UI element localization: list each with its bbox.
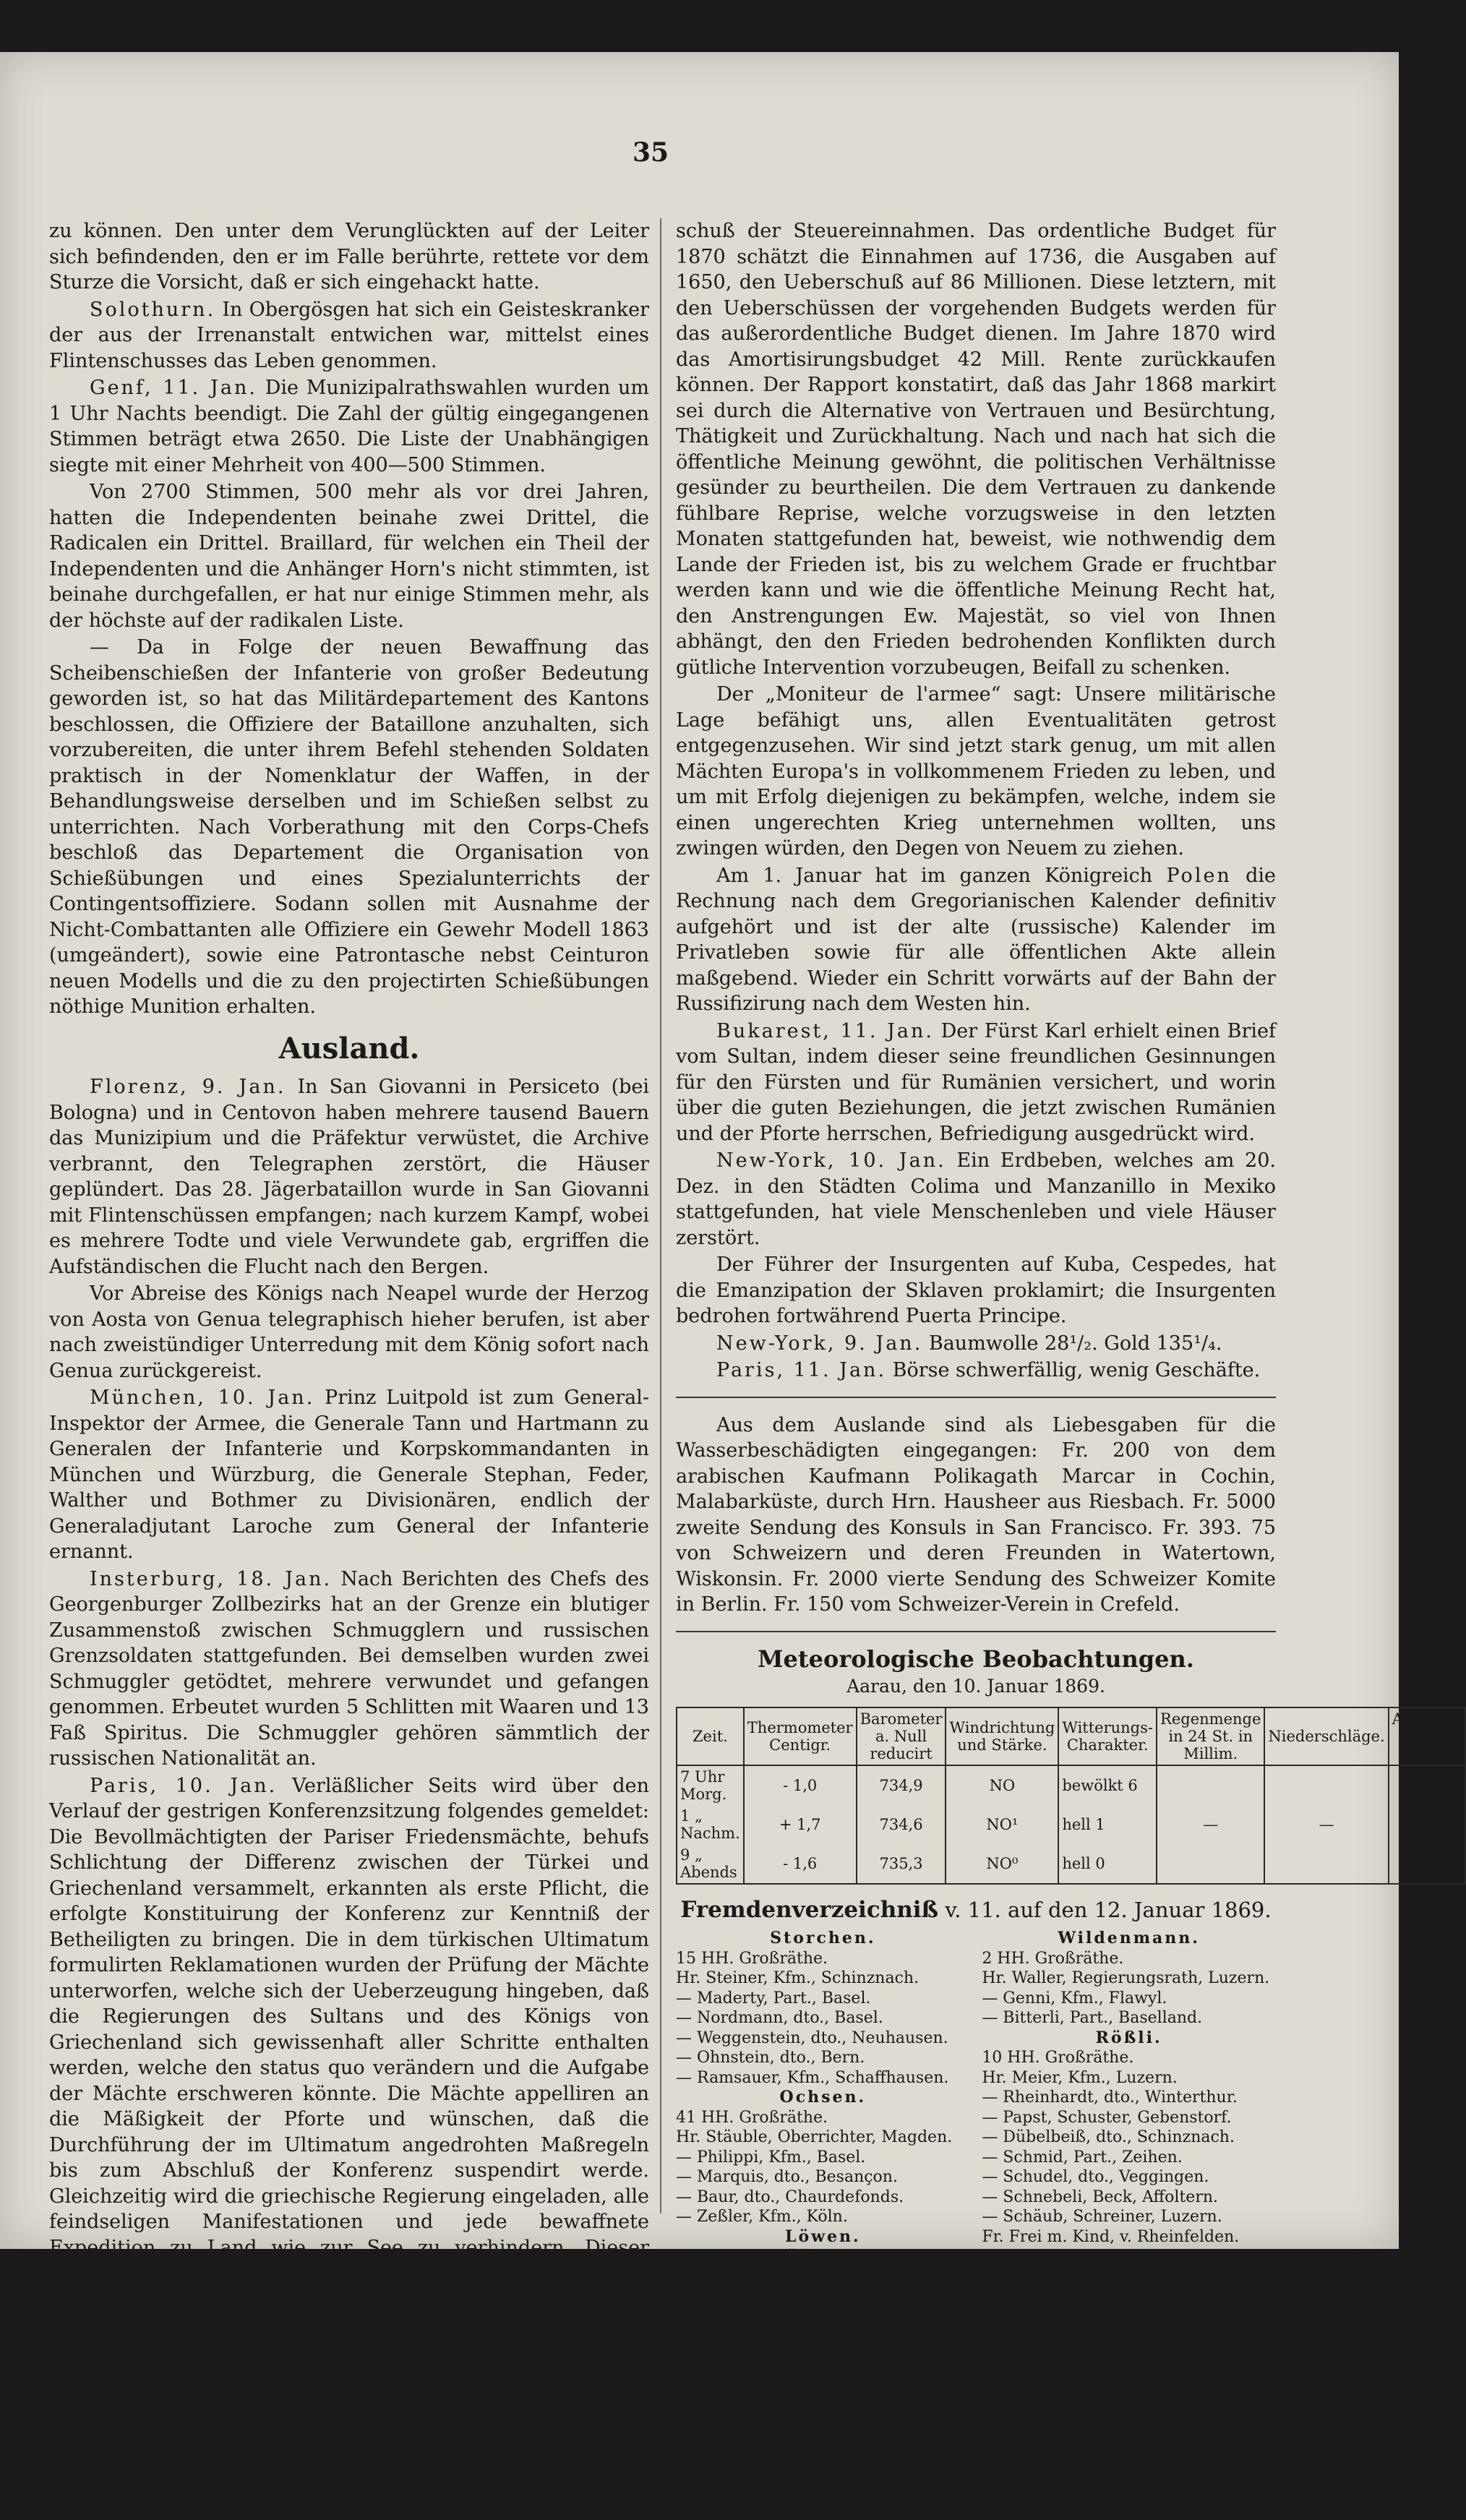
guest-entry: — Nordmann, dto., Basel. bbox=[676, 2009, 883, 2027]
table-cell: 734,9 bbox=[857, 1765, 946, 1805]
article-solothurn bbox=[49, 297, 649, 374]
fremden-title-rest: v. 11. auf den 12. Januar 1869. bbox=[938, 1897, 1272, 1922]
fremden-title-bold: Fremdenverzeichniß bbox=[680, 1896, 939, 1923]
article-text: Vor Abreise des Königs nach Neapel wurde der Herzog von Aosta von Genua telegraphisch hieher berufen, ist aber nach zweistündiger Unterredung mit dem König sofort nach Genua zurückgereist. bbox=[49, 1282, 649, 1382]
table-cell: 734,6 bbox=[857, 1805, 946, 1844]
meteo-subtitle: Aarau, den 10. Januar 1869. bbox=[846, 1676, 1105, 1697]
article-text: schuß der Steuereinnahmen. Das ordentliche Budget für 1870 schätzt die Einnahmen auf 1736, die Ausgaben auf 1650, den Ueberschuß auf 86 Millionen. Diese letztern, mit den Ueberschüssen der vorgehenden Budgets werden für das außerordentliche Budget dienen. Im Jahre 1870 wird das Amortisirungsbudget 42 Mill. Rente zurückkaufen können. Der Rapport konstatirt, daß das Jahr 1868 markirt sei durch die Alternative von Vertrauen und Besürchtung, Thätigkeit und Zurückhaltung. Nach und nach hat sich die öffentliche Meinung gewöhnt, die politischen Verhältnisse gesünder zu beurtheilen. Die dem Vertrauen zu dankende fühlbare Reprise, welche vorzugsweise in den letzten Monaten stattgefunden hat, beweist, wie nothwendig dem Lande der Frieden ist, bis zu welchem Grade er fruchtbar werden kann und wie die öffentliche Meinung Recht hat, den Anstrengungen Ew. Majestät, so viel von Ihnen abhängt, den den Frieden bedrohenden Konflikten durch gütliche Intervention vorzubeugen, Beifall zu schenken. bbox=[676, 220, 1276, 679]
article-text: In San Giovanni in Persiceto (bei Bologna) und in Centovon haben mehrere tausend Bauern das Munizipium und die Präfektur verwüstet, die Archive verbrannt, den Telegraphen zerstört, die Häuser geplündert. Das 28. Jägerbataillon wurde in San Giovanni mit Flintenschüssen empfangen; nach kurzem Kampf, wobei es mehrere Todte und viele Verwundete gab, ergriffen die Aufständischen die Flucht nach den Bergen. bbox=[49, 1076, 650, 1278]
table-row bbox=[677, 1805, 1465, 1844]
guest-entry: 15 HH. Großräthe. bbox=[676, 2407, 828, 2425]
table-cell: - 1,0 bbox=[744, 1765, 857, 1805]
guest-entry: 15 HH. Großräthe. bbox=[676, 1949, 828, 1968]
table-cell: — bbox=[1264, 1805, 1388, 1844]
column-divider bbox=[660, 218, 661, 2213]
guest-entry: Hr. Maurer, Part., Luzern. bbox=[676, 2267, 886, 2286]
guest-entry: — Rheinhardt, dto., Winterthur. bbox=[982, 2088, 1238, 2107]
table-cell: 12,3 bbox=[1389, 1765, 1465, 1805]
hotel-name: Löwen. bbox=[784, 2227, 861, 2246]
header-cell: Windrichtung und Stärke. bbox=[946, 1707, 1058, 1765]
dateline: Florenz, 9. Jan. bbox=[90, 1076, 286, 1098]
guest-entry: — Baumann, Part., Muhen. bbox=[982, 2407, 1200, 2425]
guest-entry: — Papst, Schuster, Gebenstorf. bbox=[982, 2108, 1232, 2127]
dateline: Bukarest, 11. Jan. bbox=[716, 1019, 934, 1042]
table-cell bbox=[1264, 1765, 1388, 1805]
dateline: Solothurn. bbox=[90, 298, 216, 321]
article-text: Nach Berichten des Chefs des Georgenburger Zollbezirks hat an der Grenze ein blutiger Zusammenstoß zwischen Schmugglern und russischen Grenzsoldaten stattgefunden. Bei demselben wurden zwei Schmuggler getödtet, mehrere verwundet und gefangen genommen. Erbeutet wurden 5 Schlitten mit Waaren und 13 Faß Spiritus. Die Schmuggler gehören sämmtlich der russischen Nationalität an. bbox=[49, 1567, 649, 1770]
table-cell: NO⁰ bbox=[946, 1844, 1058, 1884]
table-cell: — bbox=[1157, 1805, 1264, 1844]
header-cell: Niederschläge. bbox=[1264, 1707, 1388, 1765]
dateline: Insterburg, 18. Jan. bbox=[90, 1567, 333, 1590]
table-cell: 1 „ Nachm. bbox=[677, 1805, 744, 1844]
guest-entry: Fr. Frei m. Kind, v. Rheinfelden. bbox=[982, 2227, 1240, 2246]
article-text: Aus dem Auslande sind als Liebesgaben für die Wasserbeschädigten eingegangen: Fr. 200 von dem arabischen Kaufmann Polikagath Marcar in Cochin, Malabarküste, durch Hrn. Hausheer aus Riesbach. Fr. 5000 zweite Sendung des Konsuls in San Francisco. Fr. 393. 75 von Schweizern und deren Freunden in Watertown, Wiskonsin. Fr. 2000 vierte Sendung des Schweizer Komite in Berlin. Fr. 150 vom Schweizer-Verein in Crefeld. bbox=[676, 1413, 1276, 1616]
guest-entry: Hr. Stäuble, Oberrichter, Magden. bbox=[676, 2128, 953, 2146]
guest-entry: — Ehrensperger, v. Oberwinterthur. bbox=[982, 2307, 1271, 2326]
table-cell: 12,3 bbox=[1389, 1844, 1465, 1884]
guest-entry: — Hertz 3, Kfm., Crefeld. bbox=[676, 2367, 881, 2385]
header-cell: Regenmenge in 24 St. in Millim. bbox=[1157, 1707, 1264, 1765]
guest-entry: — Eggimann, Part., Gondiswyl. bbox=[982, 2367, 1233, 2385]
article-text: die Rechnung nach dem Gregorianischen Kalender definitiv aufgehört und ist der alte (russische) Kalender im Privatleben sowie für alle öffentlichen Akte allein maßgebend. Wieder ein Schritt vorwärts auf der Bahn der Russifizirung nach dem Westen hin. bbox=[676, 864, 1277, 1015]
article-bukarest bbox=[676, 1019, 1276, 1147]
article-text: Prinz Luitpold ist zum General-Inspektor der Armee, die Generale Tann und Hartmann zu Generalen der Infanterie und Korpskommandanten in München und Würzburg, die Generale Stephan, Feder, Walther und Bothmer zu Divisionären, endlich der Generaladjutant Laroche zum General der Infanterie ernannt. bbox=[49, 1387, 649, 1563]
guest-entry: — Martine, Part., Emmingen. bbox=[982, 2347, 1219, 2365]
hotel-name: Ochsen. bbox=[779, 2088, 867, 2107]
table-cell: NO¹ bbox=[946, 1805, 1058, 1844]
dateline: Paris, 10. Jan. bbox=[90, 1774, 278, 1797]
article-polen bbox=[676, 863, 1276, 1017]
meteo-header-row bbox=[677, 1707, 1465, 1765]
newspaper-page bbox=[0, 52, 1462, 2517]
guest-entry: — Genni, Kfm., Flawyl. bbox=[982, 1989, 1167, 2007]
guest-entry: 10 HH. Großräthe. bbox=[982, 2049, 1134, 2067]
fremden-title bbox=[676, 1898, 1276, 1924]
guest-entry: — Dübelbeiß, dto., Schinznach. bbox=[982, 2128, 1235, 2146]
article-text: — Da in Folge der neuen Bewaffnung das Scheibenschießen der Infanterie von großer Bedeutung geworden ist, so hat das Militärdepartement des Kantons beschlossen, die Offiziere der Bataillone anzuhalten, sich vorzubereiten, die unter ihrem Befehl stehenden Soldaten praktisch in der Nomenklatur der Waffen, in der Behandlungsweise derselben und im Schießen selbst zu unterrichten. Nach Vorberathung mit den Corps-Chefs beschloß das Departement die Organisation von Schießübungen und eines Spezialunterrichts der Contingentsoffiziere. Sodann sollen mit Ausnahme der Nicht-Combattanten alle Offiziere ein Gewehr Modell 1863 (umgeändert), sowie eine Patrontasche nebst Ceinturon neuen Modells und die zu den projectirten Schießübungen nöthige Munition erhalten. bbox=[49, 636, 649, 1018]
table-cell: + 1,7 bbox=[744, 1805, 857, 1844]
guest-entry: — Schmid, Part., Zeihen. bbox=[982, 2148, 1183, 2167]
section-rule bbox=[676, 1397, 1276, 1398]
guest-entry: — Huber, Tischler, München bbox=[982, 2327, 1212, 2345]
article-new-york-9 bbox=[676, 1331, 1276, 1357]
guest-entry: — Ohnstein, dto., Bern. bbox=[676, 2049, 865, 2067]
header-cell: Witterungs-Charakter. bbox=[1058, 1707, 1157, 1765]
table-cell: hell 1 bbox=[1058, 1805, 1157, 1844]
header-cell: Aarstand in Fußen. bbox=[1389, 1707, 1465, 1765]
article-insterburg bbox=[49, 1567, 649, 1772]
dateline: New-York, 10. Jan. bbox=[716, 1149, 946, 1172]
article-text: In Obergösgen hat sich ein Geisteskranker der aus der Irrenanstalt entwichen war, mittelst eines Flintenschusses das Leben genommen. bbox=[49, 298, 649, 372]
article-text: zu können. Den unter dem Verunglückten auf der Leiter sich befindenden, den er im Falle berührte, rettete vor dem Sturze die Vorsicht, daß er sich eingehackt hatte. bbox=[49, 220, 649, 293]
guest-entry: — Weggenstein, dto., Neuhausen. bbox=[676, 2028, 948, 2047]
guest-entry: — Blaser, dto., Bern. bbox=[982, 2386, 1148, 2405]
section-rule bbox=[676, 1631, 1276, 1632]
table-cell bbox=[1157, 1844, 1264, 1884]
guest-entry: Hr. Steiner, Kfm., Schinznach. bbox=[676, 1969, 920, 1987]
dateline: München, 10. Jan. bbox=[90, 1387, 315, 1409]
article-text: Der „Moniteur de l'armee“ sagt: Unsere militärische Lage befähigt uns, allen Eventualitäten getrost entgegenzusehen. Wir sind jetzt stark genug, um mit allen Mächten Europa's in vollkommenem Frieden zu leben, und um mit Erfolg diejenigen zu bekämpfen, welche, indem sie einen ungerechten Krieg unternehmen wollten, uns zwingen würden, den Degen von Neuem zu ziehen. bbox=[676, 683, 1276, 860]
article-genf bbox=[49, 375, 649, 478]
table-row bbox=[677, 1844, 1465, 1884]
meteo-title: Meteorologische Beobachtungen. bbox=[758, 1645, 1194, 1673]
article-text: Ein Erdbeben, welches am 20. Dez. in den Städten Colima und Manzanillo in Mexiko stattgefunden, hat viele Menschenleben und viele Häuser zerstört. bbox=[676, 1149, 1276, 1249]
table-cell: 12,3 bbox=[1389, 1805, 1465, 1844]
article-text: Der Finanzrapport des Ministers Magne, der im offiziellen Journal veröffentlicht ist, sagt: Die schwebende Schuld ist von 902 auf 727 Mill. zurückgebracht worden. Die indirekten Steuern haben 1869 um 34 Mill. mehr als im Jahre 1867 ergeben. Der Dienst von 1869 wird kein Rektifikativ-Budget haben; die verlangten Nachtragskredite erreichen nicht 28 Mill. und werden reichlich aufgewogen werden durch den Ueber- bbox=[49, 2315, 649, 2517]
header-cell: Barometer a. Null reducirt bbox=[857, 1707, 946, 1765]
article-paris-10 bbox=[49, 1773, 649, 2313]
article-text: Am 1. Januar hat im ganzen Königreich bbox=[716, 864, 1167, 887]
guest-entry: 2 HH. Großräthe. bbox=[982, 1949, 1124, 1968]
right-column bbox=[676, 218, 1462, 2426]
article-new-york-10 bbox=[676, 1148, 1276, 1251]
table-cell: 9 „ Abends bbox=[677, 1844, 744, 1884]
article-text: Von 2700 Stimmen, 500 mehr als vor drei Jahren, hatten die Independenten beinahe zwei Drittel, die Radicalen ein Drittel. Braillard, für welchen ein Theil der Independenten und die Anhänger Horn's nicht stimmten, ist beinahe durchgefallen, er hat nur einige Stimmen mehr, als der höchste auf der radikalen Liste. bbox=[49, 481, 649, 632]
guest-entry: — Bitterli, Part., Baselland. bbox=[982, 2009, 1203, 2027]
guest-entry: — Weber, Kfm., Zürich. bbox=[676, 2287, 863, 2305]
hotel-name: Rößli. bbox=[1095, 2028, 1162, 2047]
page-number: 35 bbox=[632, 137, 669, 168]
guest-entry: Hr. Meier, Kfm., Luzern. bbox=[982, 2068, 1178, 2087]
article-text: Baumwolle 28¹/₂. Gold 135¹/₄. bbox=[922, 1332, 1222, 1355]
guest-entry: — Kuhn 3, Part., Zürich. bbox=[676, 2347, 872, 2365]
article-florenz bbox=[49, 1074, 649, 1280]
guest-entry: — Baur, dto., Chaurdefonds. bbox=[676, 2187, 904, 2206]
meteo-table bbox=[676, 1707, 1466, 1885]
table-cell: - 1,6 bbox=[744, 1844, 857, 1884]
article-text: Verläßlicher Seits wird über den Verlauf der gestrigen Konferenzsitzung folgendes gemeldet: Die Bevollmächtigten der Pariser Friedensmächte, behufs Schlichtung der Differenz zwischen der Türkei und Griechenland versammelt, erkannten als erste Pflicht, die erfolgte Konstituirung der Konferenz zur Kenntniß der Betheiligten zu bringen. Die in dem türkischen Ultimatum formulirten Reklamationen wurden der Prüfung der Mächte unterworfen, welche sich der Ueberzeugung hingeben, daß die Regierungen des Sultans und des Königs von Griechenland sich gewissenhaft aller Schritte enthalten werden, welche den status quo verändern und die Aufgabe der Mächte erschweren könnte. Die Mächte appelliren an die Mäßigkeit der Pforte und wünschen, daß die Durchführung der im Ultimatum angedrohten Maßregeln bis zum Abschluß der Konferenz suspendirt werde. Gleichzeitig wird die griechische Regierung eingeladen, alle feindseligen Manifestationen und jede bewaffnete Expedition zu Land wie zur See zu verhindern. Dieser Konferenzbeschluß wurde gleichzeitig nach Konstantinopel und Athen modifizirt. bbox=[49, 1774, 650, 2310]
table-cell bbox=[1157, 1765, 1264, 1805]
guest-entry: 41 HH. Großräthe. bbox=[676, 2108, 828, 2127]
guest-entry: — Philippi, Kfm., Basel. bbox=[676, 2148, 866, 2167]
section-heading-ausland: Ausland. bbox=[278, 1031, 420, 1066]
hotel-name: Krone. bbox=[786, 2386, 860, 2405]
guest-entry: — Schudel, dto., Veggingen. bbox=[982, 2168, 1209, 2186]
fremden-list bbox=[676, 1929, 1276, 2426]
guest-entry: — Schnebeli, Beck, Affoltern. bbox=[982, 2187, 1218, 2206]
guest-entry: — Zeßler, Kfm., Köln. bbox=[676, 2208, 848, 2226]
table-cell bbox=[1264, 1844, 1388, 1884]
guest-entry: 20 HH. Großräthe. bbox=[676, 2247, 828, 2266]
table-cell: 735,3 bbox=[857, 1844, 946, 1884]
article-muenchen bbox=[49, 1385, 649, 1565]
guest-entry: — Ramsauer, Kfm., Schaffhausen. bbox=[676, 2068, 949, 2087]
guest-entry: — Maderty, Part., Basel. bbox=[676, 1989, 871, 2007]
guest-entry: — Wolf, dto., Ulm. bbox=[676, 2307, 822, 2326]
dateline: Paris, 11. Jan. bbox=[90, 2315, 280, 2337]
fremden-left-column bbox=[676, 1929, 970, 2426]
hotel-name: Schwert bbox=[1085, 2247, 1173, 2266]
table-cell: bewölkt 6 bbox=[1058, 1765, 1157, 1805]
guest-entry: — Schäub, Schreiner, Luzern. bbox=[982, 2208, 1222, 2226]
guest-entry: — Marquis, dto., Besançon. bbox=[676, 2168, 898, 2186]
place-name: Polen bbox=[1166, 864, 1232, 887]
table-cell: NO bbox=[946, 1765, 1058, 1805]
guest-entry: Hr. Riniker, Part., Schinznach. bbox=[982, 2287, 1226, 2305]
hotel-name: Wildenmann. bbox=[1058, 1929, 1200, 1947]
dateline: Genf, 11. Jan. bbox=[90, 377, 257, 399]
table-row bbox=[677, 1765, 1465, 1805]
header-cell: Zeit. bbox=[677, 1707, 744, 1765]
article-text: Börse schwerfällig, wenig Geschäfte. bbox=[886, 1359, 1261, 1381]
table-cell: 7 Uhr Morg. bbox=[677, 1765, 744, 1805]
article-text: Die Munizipalrathswahlen wurden um 1 Uhr Nachts beendigt. Die Zahl der gültig eingegangenen Stimmen beträgt etwa 2650. Die Liste der Unabhängigen siegte mit einer Mehrheit von 400—500 Stimmen. bbox=[49, 377, 649, 476]
article-paris-11 bbox=[49, 2313, 649, 2519]
hotel-name: Storchen. bbox=[770, 1929, 876, 1947]
dateline: Paris, 11. Jan. bbox=[716, 1359, 887, 1381]
guest-entry: 5 HH. Großräthe. bbox=[982, 2267, 1124, 2286]
table-cell: hell 0 bbox=[1058, 1844, 1157, 1884]
dateline: New-York, 9. Jan. bbox=[716, 1332, 923, 1355]
guest-entry: Hr. Waller, Regierungsrath, Luzern. bbox=[982, 1969, 1270, 1987]
left-column bbox=[49, 218, 649, 2520]
article-paris-boerse bbox=[676, 1358, 1276, 1384]
fremden-right-column bbox=[982, 1929, 1276, 2426]
guest-entry: — Häberli, dto., Zürich. bbox=[676, 2327, 867, 2345]
header-cell: Thermometer Centigr. bbox=[744, 1707, 857, 1765]
article-text: Der Führer der Insurgenten auf Kuba, Cespedes, hat die Emanzipation der Sklaven proklamirt; die Insurgenten bedrohen fortwährend Puerta Principe. bbox=[676, 1253, 1276, 1327]
article-text: Der Fürst Karl erhielt einen Brief vom Sultan, indem dieser seine freundlichen Gesinnungen für den Fürsten und für Rumänien versichert, und worin über die guten Beziehungen, die jetzt zwischen Rumänien und der Pforte herrschen, Befriedigung ausgedrückt wird. bbox=[676, 1019, 1276, 1145]
